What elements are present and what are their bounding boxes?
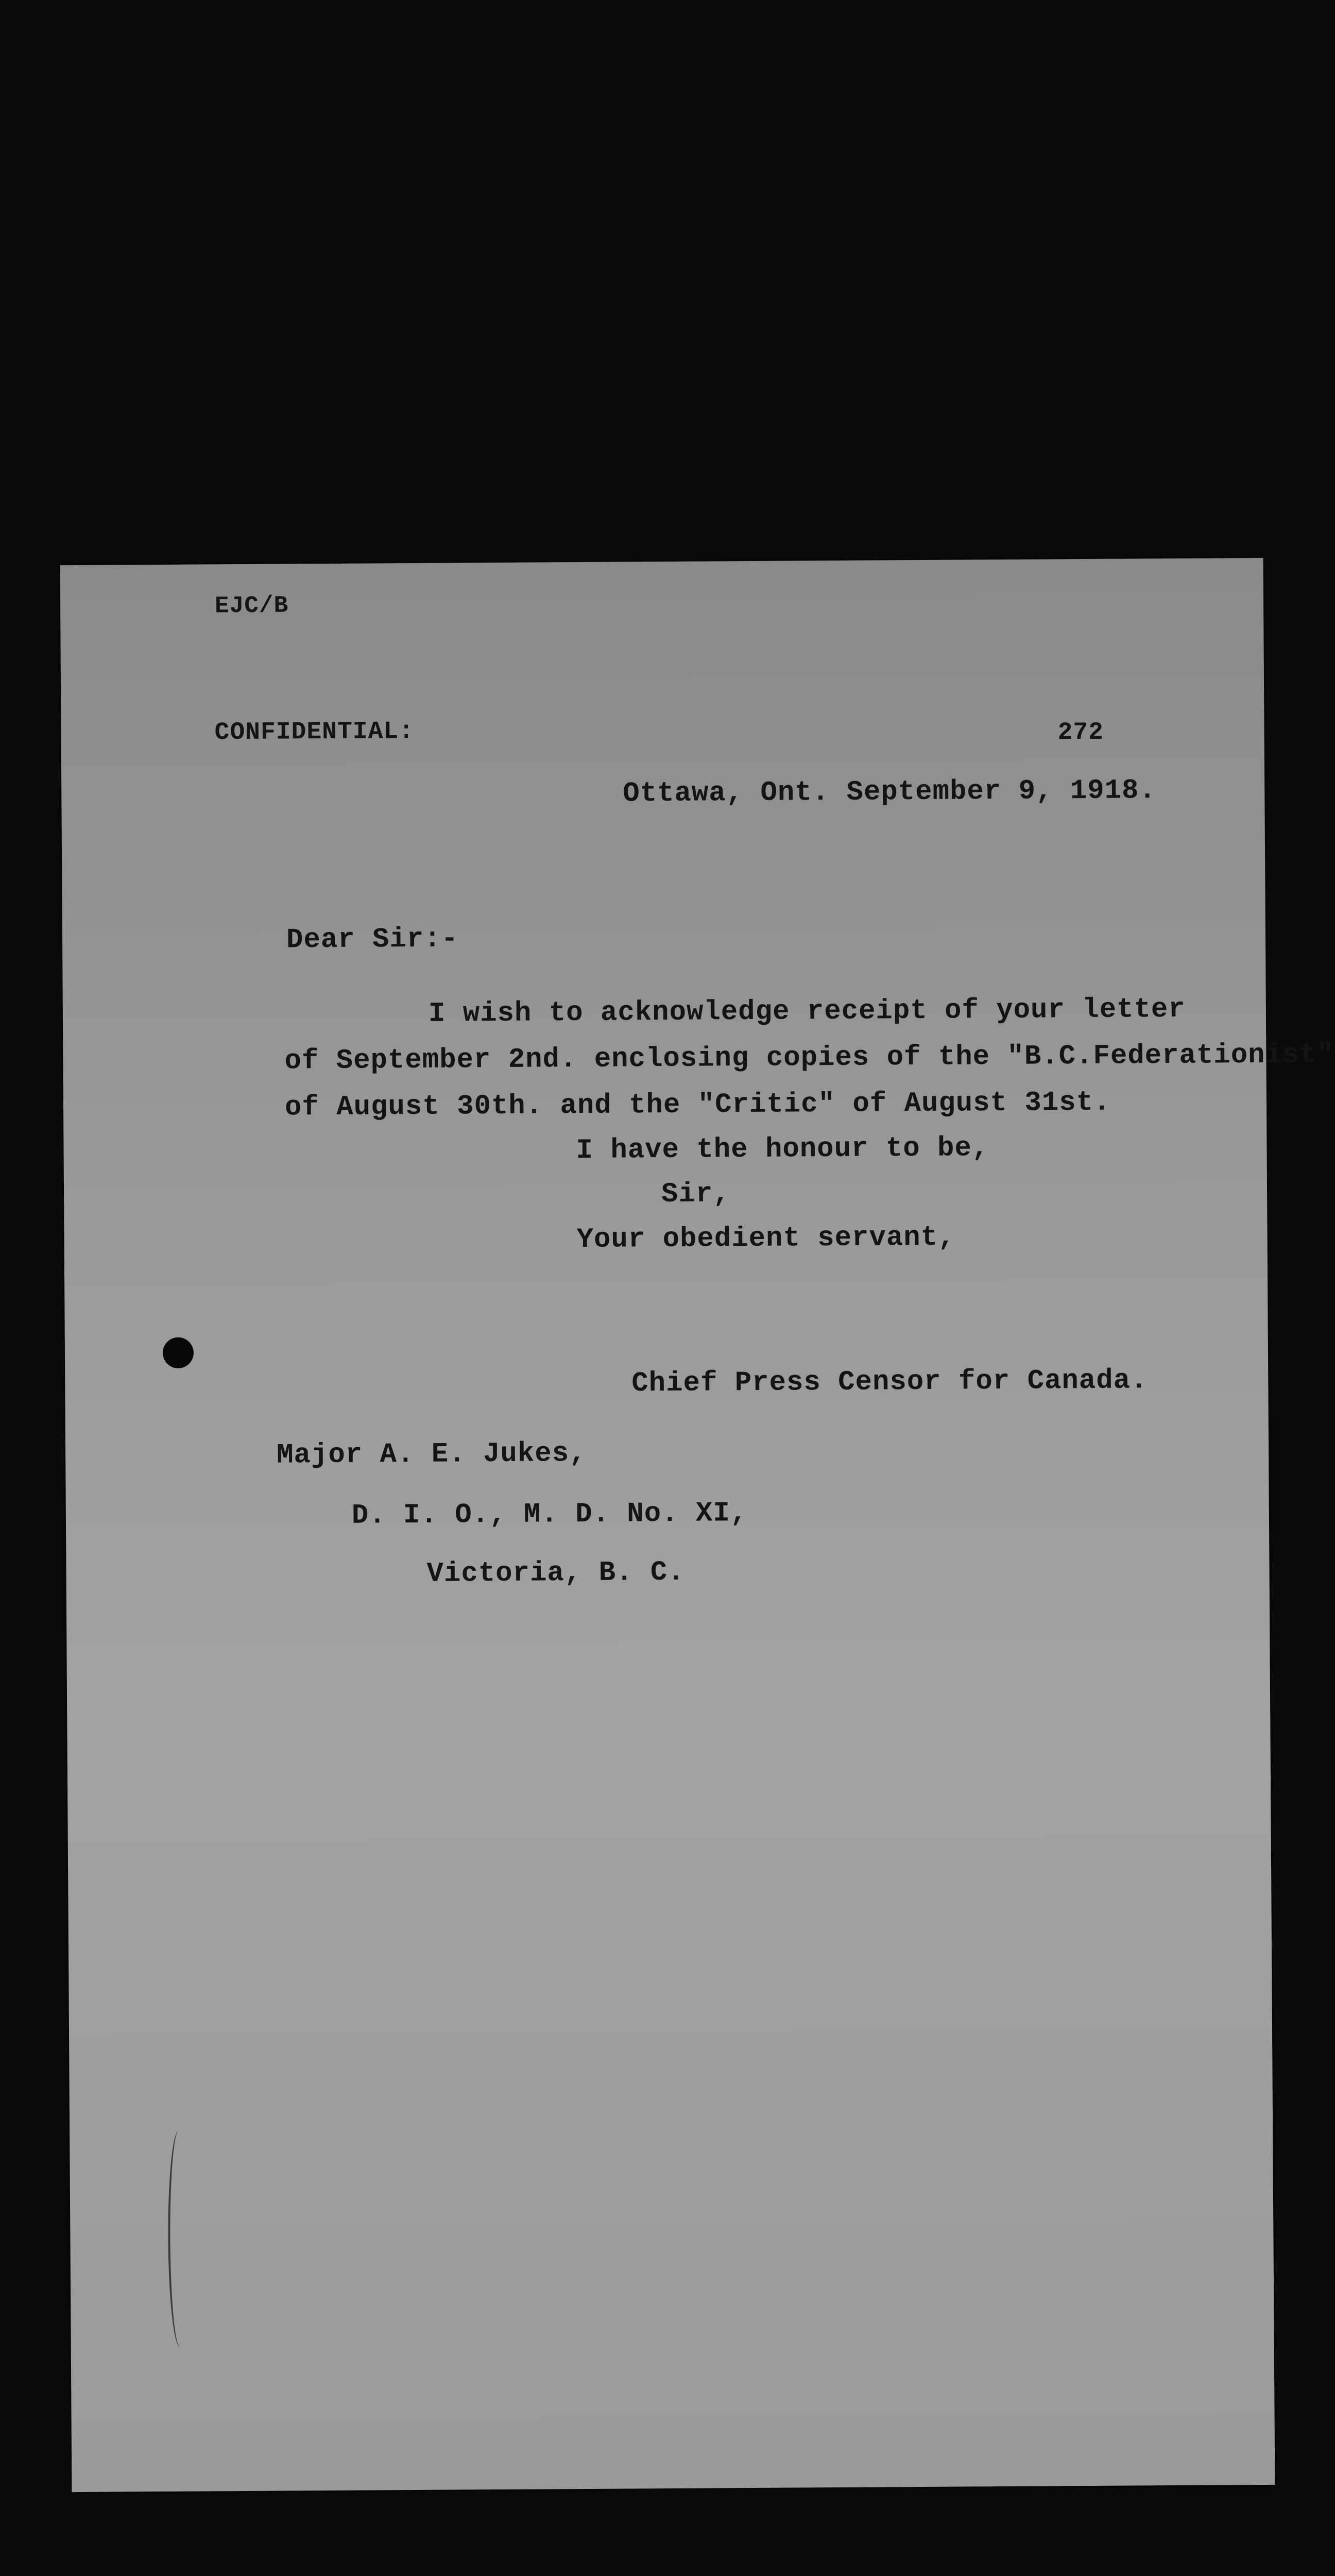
body-line: I wish to acknowledge receipt of your letter [428,993,1186,1030]
body-line: of August 30th. and the "Critic" of August 31st. [284,1087,1111,1124]
closing-line: Your obedient servant, [576,1222,955,1256]
pencil-margin-mark [167,2131,192,2347]
body-line: of September 2nd. enclosing copies of the "B.C.Federationist" [284,1039,1334,1077]
confidential-heading: CONFIDENTIAL: [214,717,415,747]
reference-initials: EJC/B [214,592,289,620]
signature-title: Chief Press Censor for Canada. [631,1365,1148,1400]
salutation: Dear Sir:- [286,923,459,956]
closing-line: Sir, [661,1178,730,1211]
addressee-line: Major A. E. Jukes, [276,1437,587,1471]
addressee-line: Victoria, B. C. [426,1556,685,1590]
closing-line: I have the honour to be, [576,1132,989,1167]
addressee-line: D. I. O., M. D. No. XI, [351,1498,748,1532]
punch-hole [163,1337,194,1368]
place-date: Ottawa, Ont. September 9, 1918. [623,775,1157,810]
letter-page [60,558,1334,2492]
page-number: 272 [1057,718,1104,747]
